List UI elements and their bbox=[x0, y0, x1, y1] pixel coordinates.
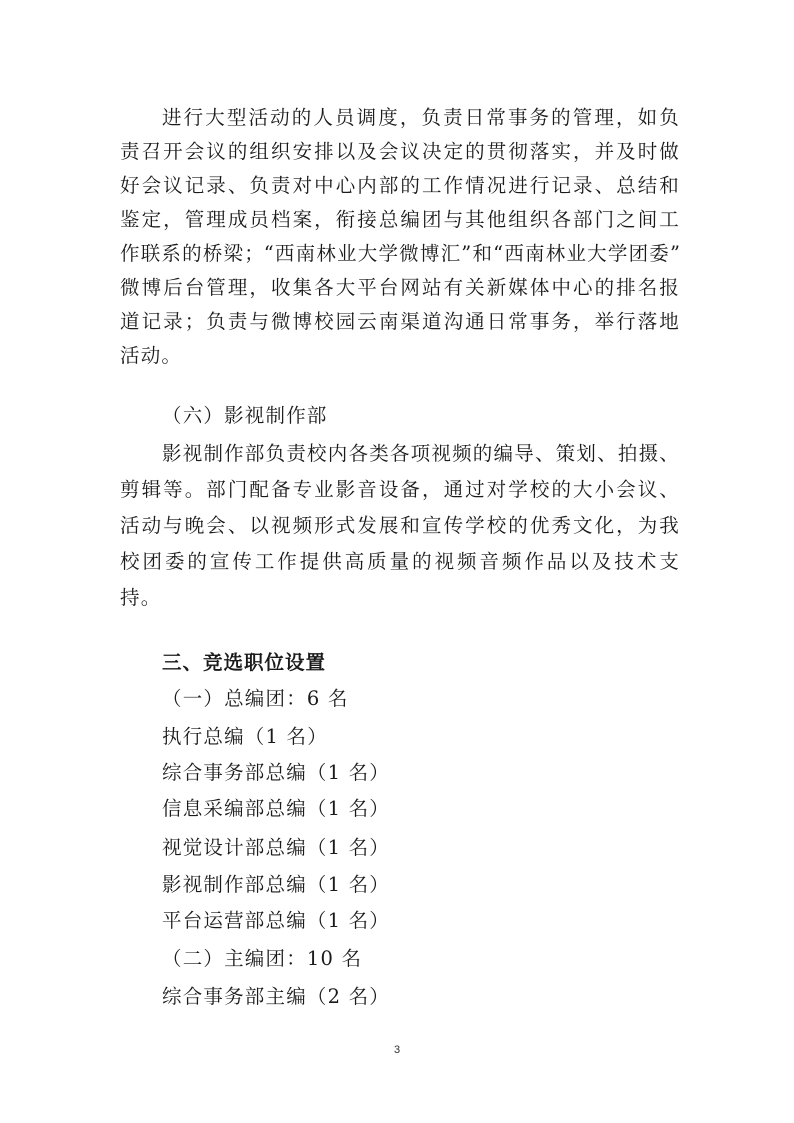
paragraph-line: 校团委的宣传工作提供高质量的视频音频作品以及技术支 bbox=[120, 550, 680, 573]
paragraph-line: 影视制作部负责校内各类各项视频的编导、策划、拍摄、 bbox=[162, 442, 680, 465]
page-number: 3 bbox=[393, 1044, 401, 1056]
paragraph-line: 责召开会议的组织安排以及会议决定的贯彻落实，并及时做 bbox=[120, 140, 680, 163]
section-heading-positions: 三、竞选职位设置 bbox=[162, 651, 327, 674]
position-item: 平台运营部总编（1 名） bbox=[162, 909, 391, 932]
paragraph-general-affairs bbox=[120, 101, 680, 373]
paragraph-line: 作联系的桥梁；“西南林业大学微博汇”和“西南林业大学团委” bbox=[120, 242, 680, 265]
section-heading-video-production: （六）影视制作部 bbox=[162, 404, 328, 427]
paragraph-line: 道记录；负责与微博校园云南渠道沟通日常事务，举行落地 bbox=[120, 310, 680, 333]
paragraph-line: 活动。 bbox=[120, 344, 183, 367]
group-heading-main-editors: （二）主编团：10 名 bbox=[162, 947, 363, 970]
paragraph-line: 剪辑等。部门配备专业影音设备，通过对学校的大小会议、 bbox=[120, 478, 680, 501]
paragraph-line: 鉴定，管理成员档案，衔接总编团与其他组织各部门之间工 bbox=[120, 208, 680, 231]
paragraph-line: 活动与晚会、以视频形式发展和宣传学校的优秀文化，为我 bbox=[120, 514, 680, 537]
paragraph-video-production bbox=[120, 436, 680, 616]
position-item: 执行总编（1 名） bbox=[162, 725, 328, 748]
paragraph-line: 进行大型活动的人员调度，负责日常事务的管理，如负 bbox=[162, 106, 680, 129]
paragraph-line: 好会议记录、负责对中心内部的工作情况进行记录、总结和 bbox=[120, 174, 680, 197]
position-item: 综合事务部主编（2 名） bbox=[162, 985, 391, 1008]
paragraph-line: 持。 bbox=[120, 586, 162, 609]
position-item: 影视制作部总编（1 名） bbox=[162, 873, 391, 896]
group-heading-chief-editors: （一）总编团：6 名 bbox=[162, 687, 349, 710]
position-item: 综合事务部总编（1 名） bbox=[162, 761, 391, 784]
position-item: 信息采编部总编（1 名） bbox=[162, 797, 391, 820]
paragraph-line: 微博后台管理，收集各大平台网站有关新媒体中心的排名报 bbox=[120, 276, 680, 299]
position-item: 视觉设计部总编（1 名） bbox=[162, 836, 391, 859]
